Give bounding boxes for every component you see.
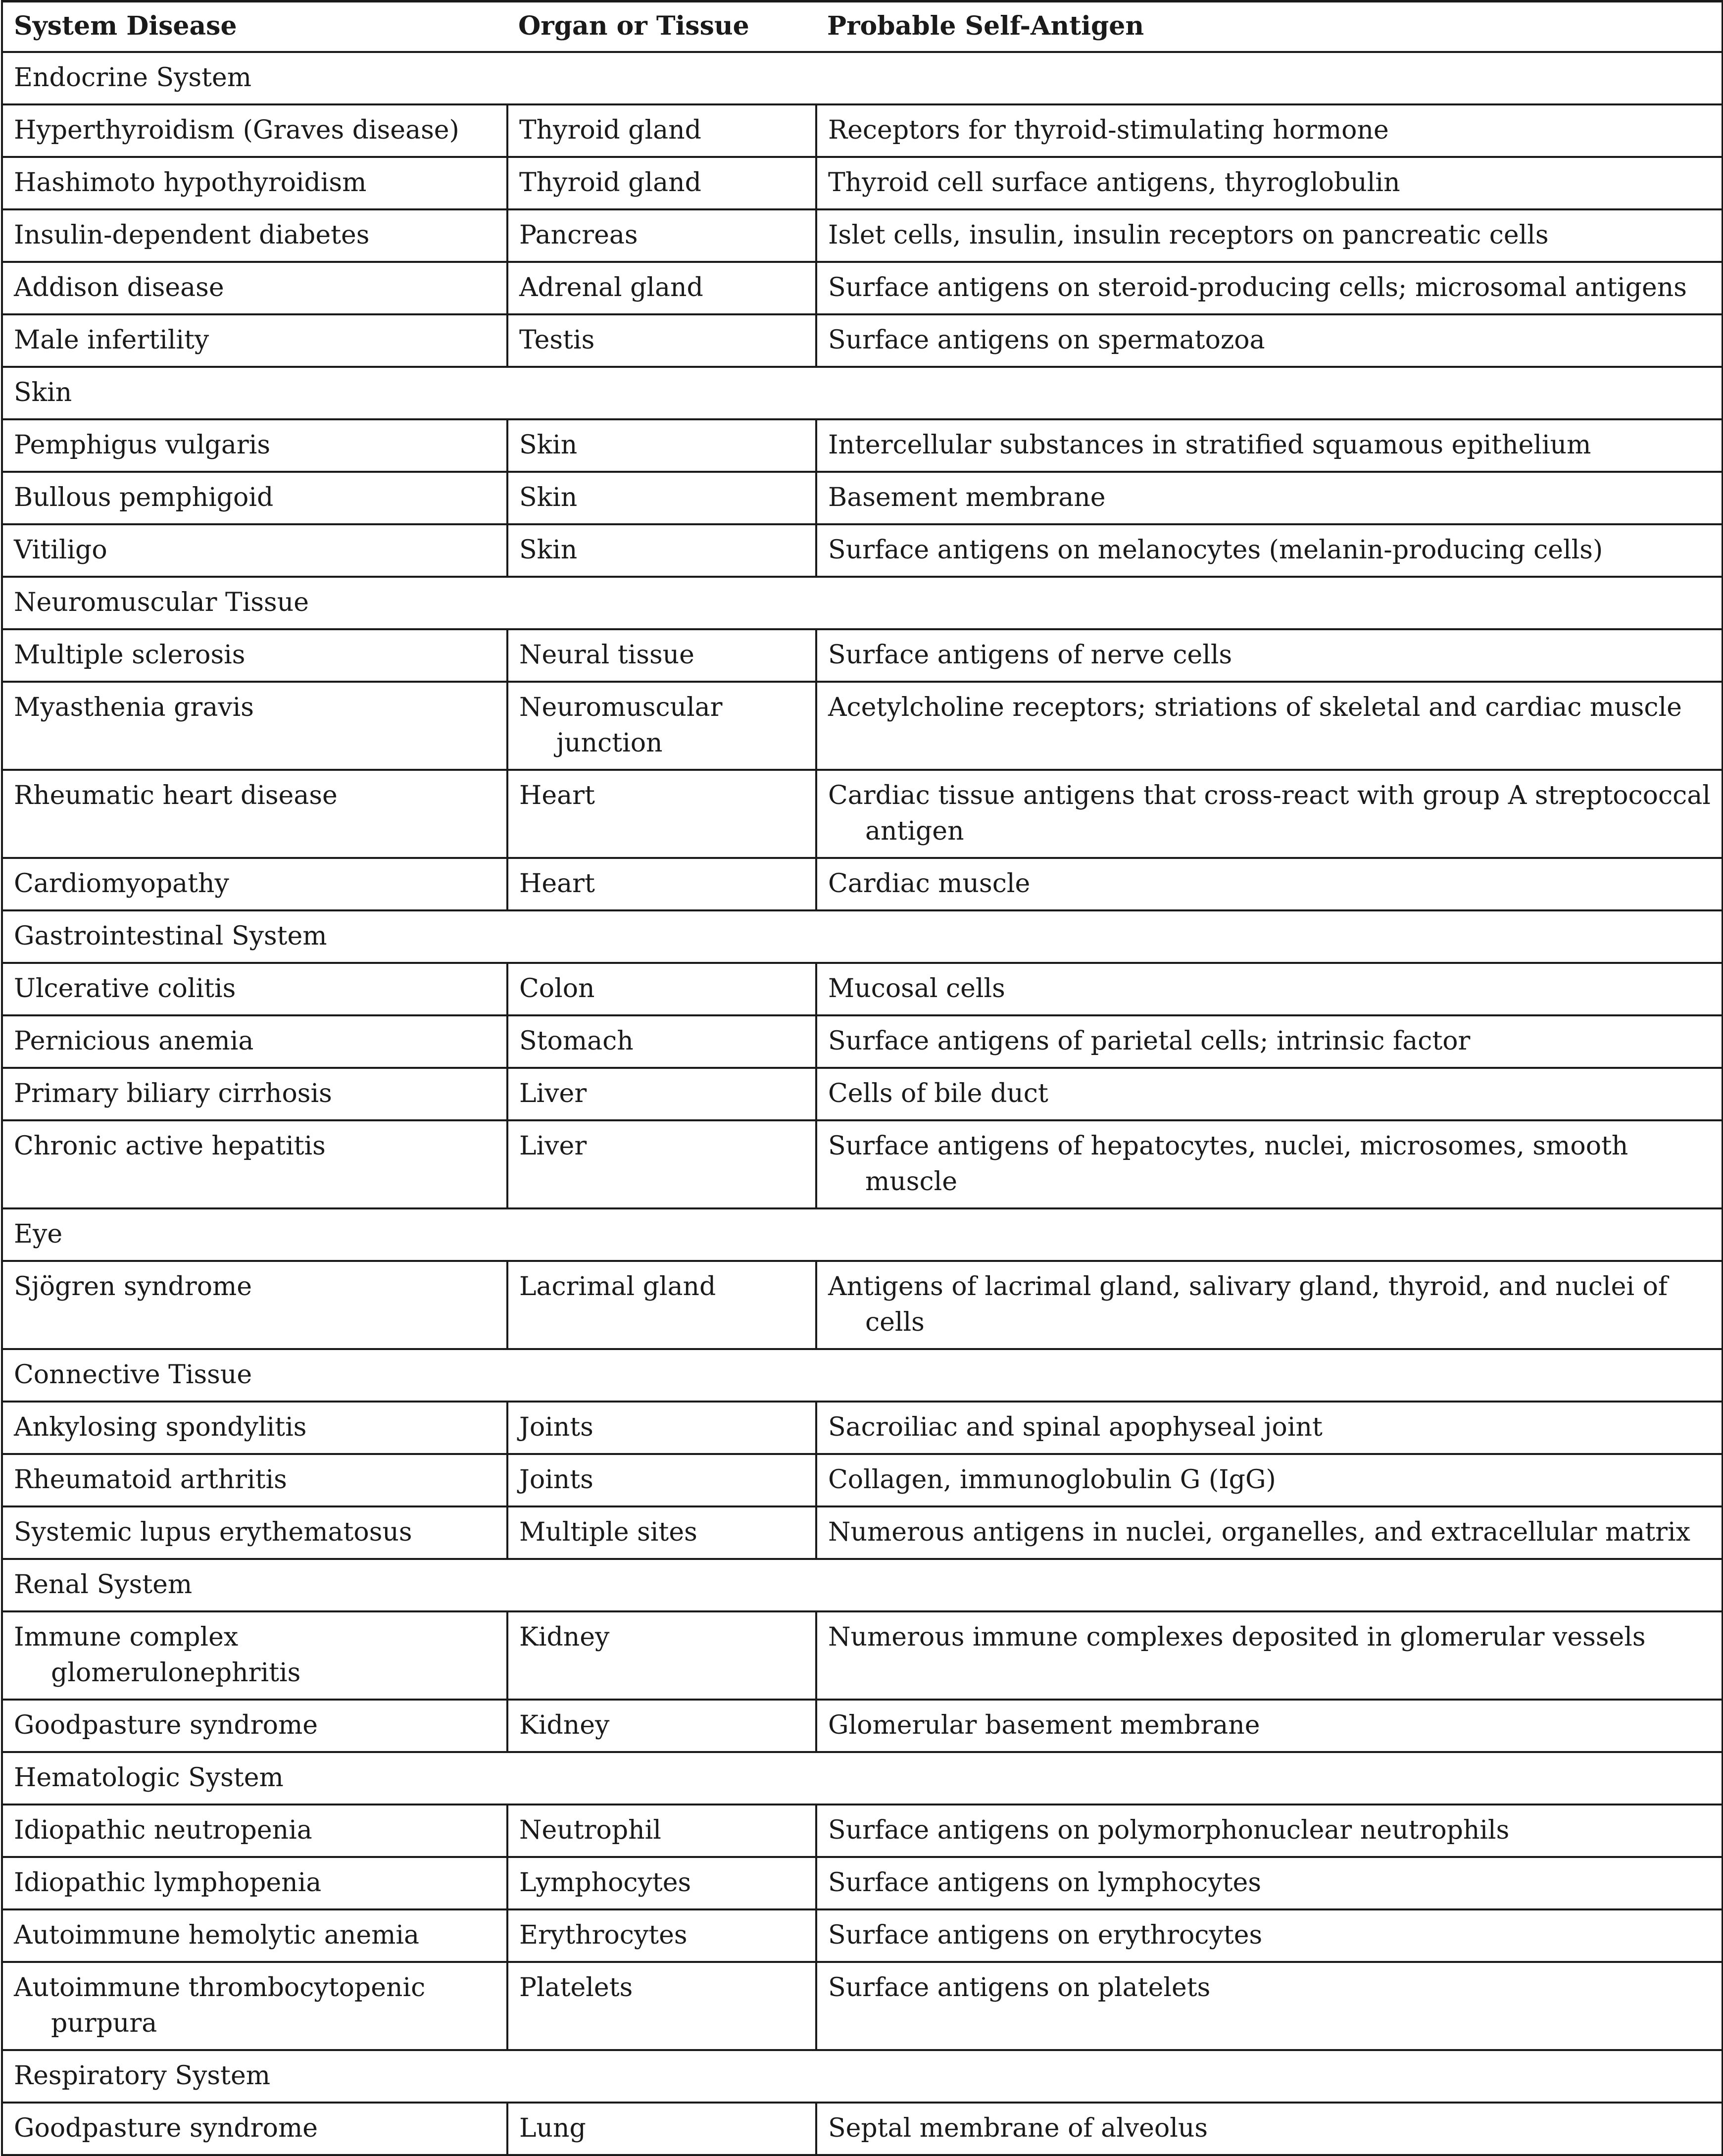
cell-probable-self-antigen bbox=[816, 1700, 1723, 1752]
cell-probable-self-antigen bbox=[816, 1402, 1723, 1454]
cell-system-disease bbox=[2, 1857, 507, 1909]
cell-system-disease bbox=[2, 1454, 507, 1506]
table-row bbox=[2, 1506, 1723, 1559]
cell-system-disease-text: Primary biliary cirrhosis bbox=[14, 1079, 332, 1108]
header-row bbox=[2, 1, 1723, 52]
table-row bbox=[2, 1402, 1723, 1454]
cell-probable-self-antigen bbox=[816, 963, 1723, 1015]
autoimmune-disease-table bbox=[1, 0, 1723, 2156]
cell-probable-self-antigen bbox=[816, 1120, 1723, 1208]
section-title: Neuromuscular Tissue bbox=[2, 577, 1723, 629]
table-row bbox=[2, 858, 1723, 910]
table-row bbox=[2, 682, 1723, 770]
cell-probable-self-antigen bbox=[816, 472, 1723, 524]
cell-organ-or-tissue bbox=[507, 1857, 816, 1909]
table-row bbox=[2, 1700, 1723, 1752]
section-row bbox=[2, 1752, 1723, 1805]
cell-probable-self-antigen-text: Islet cells, insulin, insulin receptors on pancreatic cells bbox=[828, 220, 1549, 250]
cell-system-disease bbox=[2, 104, 507, 157]
cell-probable-self-antigen bbox=[816, 1611, 1723, 1700]
cell-probable-self-antigen bbox=[816, 419, 1723, 472]
cell-system-disease-text: Chronic active hepatitis bbox=[14, 1131, 326, 1161]
table-header bbox=[2, 1, 1723, 52]
cell-organ-or-tissue bbox=[507, 104, 816, 157]
cell-system-disease-text: Cardiomyopathy bbox=[14, 869, 229, 899]
cell-system-disease-text: Immune complex glomerulonephritis bbox=[14, 1622, 301, 1688]
table-row bbox=[2, 1015, 1723, 1068]
cell-system-disease bbox=[2, 963, 507, 1015]
cell-system-disease-text: Male infertility bbox=[14, 325, 209, 355]
cell-organ-or-tissue-text: Thyroid gland bbox=[519, 115, 701, 145]
table-row bbox=[2, 1068, 1723, 1120]
cell-system-disease bbox=[2, 1962, 507, 2050]
cell-system-disease-text: Vitiligo bbox=[14, 535, 107, 565]
cell-probable-self-antigen bbox=[816, 2103, 1723, 2155]
table-row bbox=[2, 1261, 1723, 1349]
cell-organ-or-tissue bbox=[507, 1261, 816, 1349]
cell-probable-self-antigen-text: Acetylcholine receptors; striations of skeletal and cardiac muscle bbox=[828, 693, 1682, 722]
section-title: Gastrointestinal System bbox=[2, 910, 1723, 963]
table-row bbox=[2, 629, 1723, 682]
cell-probable-self-antigen-text: Surface antigens of parietal cells; intrinsic factor bbox=[828, 1026, 1471, 1056]
cell-organ-or-tissue-text: Skin bbox=[519, 483, 578, 512]
table-row bbox=[2, 314, 1723, 367]
cell-organ-or-tissue-text: Lymphocytes bbox=[519, 1868, 691, 1898]
cell-organ-or-tissue-text: Pancreas bbox=[519, 220, 638, 250]
cell-system-disease-text: Ulcerative colitis bbox=[14, 974, 236, 1003]
cell-probable-self-antigen bbox=[816, 858, 1723, 910]
table-body bbox=[2, 52, 1723, 2155]
cell-probable-self-antigen-text: Numerous immune complexes deposited in glomerular vessels bbox=[828, 1622, 1646, 1652]
table-row bbox=[2, 1857, 1723, 1909]
cell-organ-or-tissue-text: Testis bbox=[519, 325, 595, 355]
table-row bbox=[2, 262, 1723, 314]
cell-probable-self-antigen bbox=[816, 1506, 1723, 1559]
cell-organ-or-tissue-text: Kidney bbox=[519, 1710, 610, 1740]
cell-system-disease-text: Rheumatic heart disease bbox=[14, 781, 338, 810]
cell-organ-or-tissue bbox=[507, 1402, 816, 1454]
cell-probable-self-antigen bbox=[816, 1015, 1723, 1068]
cell-system-disease bbox=[2, 1261, 507, 1349]
cell-system-disease bbox=[2, 770, 507, 858]
table-row bbox=[2, 524, 1723, 577]
cell-probable-self-antigen-text: Surface antigens of hepatocytes, nuclei, microsomes, smooth muscle bbox=[828, 1131, 1628, 1197]
cell-system-disease-text: Autoimmune thrombocytopenic purpura bbox=[14, 1973, 426, 2038]
cell-organ-or-tissue bbox=[507, 2103, 816, 2155]
cell-probable-self-antigen bbox=[816, 1909, 1723, 1962]
cell-organ-or-tissue-text: Skin bbox=[519, 535, 578, 565]
cell-system-disease-text: Sjögren syndrome bbox=[14, 1272, 252, 1302]
cell-organ-or-tissue bbox=[507, 419, 816, 472]
section-title: Respiratory System bbox=[2, 2050, 1723, 2103]
cell-system-disease bbox=[2, 1909, 507, 1962]
cell-probable-self-antigen-text: Septal membrane of alveolus bbox=[828, 2113, 1208, 2143]
cell-system-disease bbox=[2, 858, 507, 910]
table-row bbox=[2, 1962, 1723, 2050]
cell-system-disease bbox=[2, 1700, 507, 1752]
cell-organ-or-tissue bbox=[507, 1506, 816, 1559]
cell-system-disease-text: Insulin-dependent diabetes bbox=[14, 220, 370, 250]
cell-probable-self-antigen-text: Cardiac muscle bbox=[828, 869, 1031, 899]
cell-organ-or-tissue-text: Liver bbox=[519, 1079, 587, 1108]
table-row bbox=[2, 419, 1723, 472]
cell-organ-or-tissue-text: Kidney bbox=[519, 1622, 610, 1652]
section-title: Skin bbox=[2, 367, 1723, 419]
cell-organ-or-tissue bbox=[507, 770, 816, 858]
cell-system-disease-text: Rheumatoid arthritis bbox=[14, 1465, 287, 1495]
cell-probable-self-antigen bbox=[816, 104, 1723, 157]
cell-probable-self-antigen-text: Numerous antigens in nuclei, organelles, and extracellular matrix bbox=[828, 1517, 1690, 1547]
section-row bbox=[2, 1349, 1723, 1402]
table-row bbox=[2, 157, 1723, 209]
cell-organ-or-tissue-text: Heart bbox=[519, 781, 595, 810]
cell-probable-self-antigen-text: Glomerular basement membrane bbox=[828, 1710, 1260, 1740]
cell-probable-self-antigen bbox=[816, 157, 1723, 209]
cell-organ-or-tissue bbox=[507, 314, 816, 367]
cell-organ-or-tissue bbox=[507, 524, 816, 577]
cell-probable-self-antigen bbox=[816, 1805, 1723, 1857]
cell-system-disease bbox=[2, 1068, 507, 1120]
cell-organ-or-tissue bbox=[507, 682, 816, 770]
cell-organ-or-tissue-text: Neutrophil bbox=[519, 1815, 661, 1845]
cell-organ-or-tissue-text: Liver bbox=[519, 1131, 587, 1161]
cell-probable-self-antigen bbox=[816, 1454, 1723, 1506]
cell-probable-self-antigen-text: Cardiac tissue antigens that cross-react with group A streptococcal antigen bbox=[828, 781, 1711, 846]
section-row bbox=[2, 1208, 1723, 1261]
cell-system-disease-text: Hashimoto hypothyroidism bbox=[14, 168, 367, 198]
cell-probable-self-antigen-text: Surface antigens of nerve cells bbox=[828, 640, 1232, 670]
cell-probable-self-antigen bbox=[816, 209, 1723, 262]
cell-system-disease-text: Systemic lupus erythematosus bbox=[14, 1517, 412, 1547]
section-title: Connective Tissue bbox=[2, 1349, 1723, 1402]
cell-organ-or-tissue-text: Multiple sites bbox=[519, 1517, 697, 1547]
cell-probable-self-antigen-text: Surface antigens on platelets bbox=[828, 1973, 1211, 2003]
cell-probable-self-antigen-text: Collagen, immunoglobulin G (IgG) bbox=[828, 1465, 1276, 1495]
section-title: Hematologic System bbox=[2, 1752, 1723, 1805]
section-title: Eye bbox=[2, 1208, 1723, 1261]
cell-probable-self-antigen bbox=[816, 524, 1723, 577]
cell-organ-or-tissue-text: Platelets bbox=[519, 1973, 633, 2003]
cell-organ-or-tissue bbox=[507, 1611, 816, 1700]
table-row bbox=[2, 1120, 1723, 1208]
table-row bbox=[2, 1909, 1723, 1962]
cell-organ-or-tissue-text: Adrenal gland bbox=[519, 273, 703, 302]
section-row bbox=[2, 2050, 1723, 2103]
cell-system-disease bbox=[2, 1120, 507, 1208]
cell-organ-or-tissue bbox=[507, 1454, 816, 1506]
table-row bbox=[2, 770, 1723, 858]
cell-organ-or-tissue-text: Joints bbox=[519, 1465, 593, 1495]
cell-organ-or-tissue-text: Colon bbox=[519, 974, 595, 1003]
cell-organ-or-tissue-text: Neural tissue bbox=[519, 640, 694, 670]
table-row bbox=[2, 2103, 1723, 2155]
cell-organ-or-tissue bbox=[507, 157, 816, 209]
cell-probable-self-antigen-text: Surface antigens on steroid-producing cells; microsomal antigens bbox=[828, 273, 1687, 302]
cell-system-disease-text: Idiopathic lymphopenia bbox=[14, 1868, 322, 1898]
cell-probable-self-antigen bbox=[816, 1261, 1723, 1349]
cell-probable-self-antigen bbox=[816, 1857, 1723, 1909]
cell-system-disease bbox=[2, 1506, 507, 1559]
cell-system-disease bbox=[2, 1611, 507, 1700]
cell-probable-self-antigen-text: Sacroiliac and spinal apophyseal joint bbox=[828, 1412, 1323, 1442]
cell-probable-self-antigen-text: Cells of bile duct bbox=[828, 1079, 1048, 1108]
cell-organ-or-tissue bbox=[507, 1909, 816, 1962]
cell-system-disease bbox=[2, 157, 507, 209]
cell-organ-or-tissue bbox=[507, 209, 816, 262]
cell-system-disease-text: Idiopathic neutropenia bbox=[14, 1815, 312, 1845]
cell-system-disease-text: Myasthenia gravis bbox=[14, 693, 254, 722]
cell-organ-or-tissue bbox=[507, 472, 816, 524]
cell-system-disease bbox=[2, 2103, 507, 2155]
cell-probable-self-antigen-text: Surface antigens on melanocytes (melanin-producing cells) bbox=[828, 535, 1603, 565]
cell-system-disease bbox=[2, 629, 507, 682]
cell-organ-or-tissue bbox=[507, 262, 816, 314]
cell-system-disease-text: Multiple sclerosis bbox=[14, 640, 246, 670]
section-title: Endocrine System bbox=[2, 52, 1723, 104]
cell-probable-self-antigen bbox=[816, 682, 1723, 770]
cell-organ-or-tissue-text: Skin bbox=[519, 430, 578, 460]
cell-organ-or-tissue-text: Stomach bbox=[519, 1026, 634, 1056]
cell-organ-or-tissue bbox=[507, 1805, 816, 1857]
table-row bbox=[2, 963, 1723, 1015]
cell-system-disease bbox=[2, 209, 507, 262]
cell-organ-or-tissue bbox=[507, 1068, 816, 1120]
cell-probable-self-antigen bbox=[816, 770, 1723, 858]
header-probable-self-antigen: Probable Self-Antigen bbox=[816, 1, 1723, 52]
cell-organ-or-tissue-text: Neuromuscular junction bbox=[519, 693, 723, 758]
cell-system-disease-text: Ankylosing spondylitis bbox=[14, 1412, 307, 1442]
cell-system-disease bbox=[2, 524, 507, 577]
table-row bbox=[2, 472, 1723, 524]
cell-system-disease-text: Autoimmune hemolytic anemia bbox=[14, 1920, 420, 1950]
cell-probable-self-antigen-text: Mucosal cells bbox=[828, 974, 1005, 1003]
cell-probable-self-antigen-text: Receptors for thyroid-stimulating hormone bbox=[828, 115, 1389, 145]
cell-organ-or-tissue bbox=[507, 1120, 816, 1208]
section-row bbox=[2, 52, 1723, 104]
header-organ-or-tissue: Organ or Tissue bbox=[507, 1, 816, 52]
cell-organ-or-tissue bbox=[507, 858, 816, 910]
table-row bbox=[2, 1611, 1723, 1700]
cell-organ-or-tissue-text: Joints bbox=[519, 1412, 593, 1442]
cell-probable-self-antigen bbox=[816, 629, 1723, 682]
cell-probable-self-antigen bbox=[816, 262, 1723, 314]
cell-system-disease-text: Addison disease bbox=[14, 273, 224, 302]
cell-probable-self-antigen-text: Surface antigens on polymorphonuclear neutrophils bbox=[828, 1815, 1510, 1845]
cell-system-disease-text: Hyperthyroidism (Graves disease) bbox=[14, 115, 459, 145]
cell-organ-or-tissue-text: Erythrocytes bbox=[519, 1920, 688, 1950]
cell-probable-self-antigen-text: Basement membrane bbox=[828, 483, 1106, 512]
cell-probable-self-antigen-text: Thyroid cell surface antigens, thyroglobulin bbox=[828, 168, 1400, 198]
cell-system-disease-text: Goodpasture syndrome bbox=[14, 2113, 318, 2143]
cell-organ-or-tissue bbox=[507, 1015, 816, 1068]
cell-system-disease bbox=[2, 1402, 507, 1454]
section-row bbox=[2, 577, 1723, 629]
cell-probable-self-antigen-text: Surface antigens on erythrocytes bbox=[828, 1920, 1263, 1950]
cell-system-disease-text: Goodpasture syndrome bbox=[14, 1710, 318, 1740]
cell-system-disease-text: Pemphigus vulgaris bbox=[14, 430, 271, 460]
section-row bbox=[2, 910, 1723, 963]
header-system-disease: System Disease bbox=[2, 1, 507, 52]
cell-probable-self-antigen-text: Surface antigens on spermatozoa bbox=[828, 325, 1265, 355]
cell-probable-self-antigen bbox=[816, 314, 1723, 367]
table-row bbox=[2, 104, 1723, 157]
cell-organ-or-tissue bbox=[507, 1700, 816, 1752]
cell-organ-or-tissue bbox=[507, 1962, 816, 2050]
cell-system-disease bbox=[2, 419, 507, 472]
cell-probable-self-antigen bbox=[816, 1962, 1723, 2050]
cell-organ-or-tissue bbox=[507, 629, 816, 682]
cell-system-disease bbox=[2, 1015, 507, 1068]
cell-system-disease bbox=[2, 472, 507, 524]
cell-organ-or-tissue-text: Lung bbox=[519, 2113, 586, 2143]
section-title: Renal System bbox=[2, 1559, 1723, 1611]
cell-organ-or-tissue-text: Heart bbox=[519, 869, 595, 899]
cell-probable-self-antigen-text: Surface antigens on lymphocytes bbox=[828, 1868, 1262, 1898]
cell-organ-or-tissue bbox=[507, 963, 816, 1015]
cell-probable-self-antigen-text: Intercellular substances in stratified squamous epithelium bbox=[828, 430, 1591, 460]
cell-probable-self-antigen bbox=[816, 1068, 1723, 1120]
cell-system-disease-text: Pernicious anemia bbox=[14, 1026, 254, 1056]
table-row bbox=[2, 1805, 1723, 1857]
cell-system-disease bbox=[2, 682, 507, 770]
cell-organ-or-tissue-text: Lacrimal gland bbox=[519, 1272, 716, 1302]
cell-organ-or-tissue-text: Thyroid gland bbox=[519, 168, 701, 198]
cell-system-disease-text: Bullous pemphigoid bbox=[14, 483, 274, 512]
section-row bbox=[2, 1559, 1723, 1611]
cell-probable-self-antigen-text: Antigens of lacrimal gland, salivary gland, thyroid, and nuclei of cells bbox=[828, 1272, 1668, 1337]
cell-system-disease bbox=[2, 262, 507, 314]
table-row bbox=[2, 209, 1723, 262]
cell-system-disease bbox=[2, 1805, 507, 1857]
table-row bbox=[2, 1454, 1723, 1506]
section-row bbox=[2, 367, 1723, 419]
cell-system-disease bbox=[2, 314, 507, 367]
